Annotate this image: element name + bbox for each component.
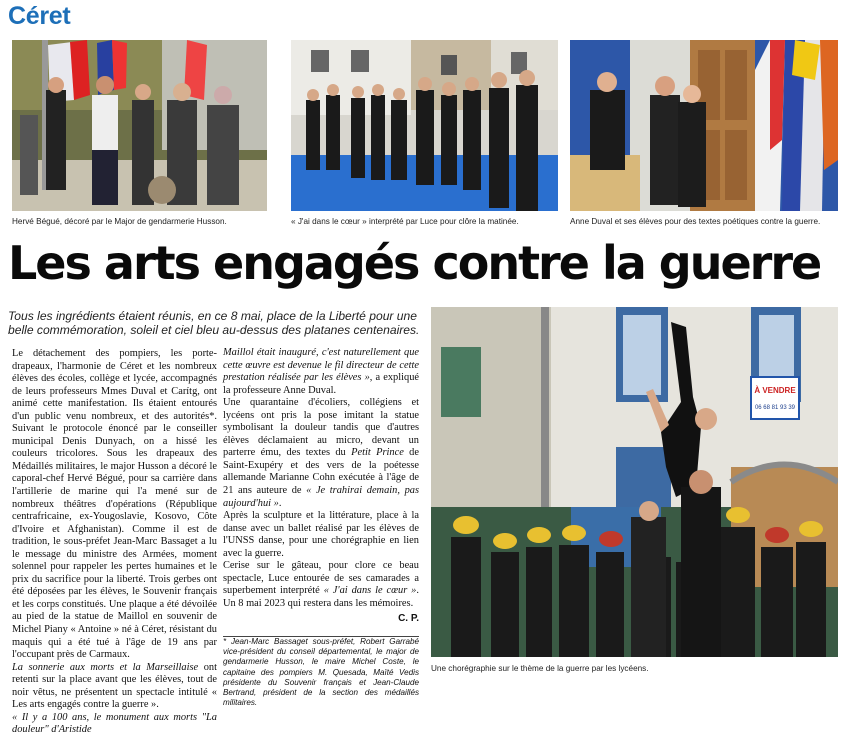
photo-caption: Hervé Bégué, décoré par le Major de gendarmerie Husson. bbox=[12, 217, 227, 226]
paragraph: Cerise sur le gâteau, pour clore ce beau spectacle, Luce entourée de ses camarades a superbement interprété « J'ai dans le cœur ». Un 8 mai 2023 qui restera dans les mémoires. bbox=[223, 560, 419, 609]
article-column-2 bbox=[223, 347, 419, 708]
photo-poetry bbox=[570, 40, 838, 211]
photo-caption: Anne Duval et ses élèves pour des textes poétiques contre la guerre. bbox=[570, 217, 821, 226]
photo-song bbox=[291, 40, 558, 211]
paragraph: « Il y a 100 ans, le monument aux morts "La douleur" d'Aristide bbox=[12, 711, 217, 736]
photo-caption: « J'ai dans le cœur » interprété par Luce pour clôre la matinée. bbox=[291, 217, 519, 226]
photo-decoration bbox=[12, 40, 267, 211]
footnote: * Jean-Marc Bassaget sous-préfet, Robert Garrabé vice-président du conseil départemental, le major de gendarmerie Husson, le maire Michel Coste, le capitaine des pompiers M. Quesada, Maïté Vedis présidente du Souvenir français et Jean-Claude Bertrand, président de la section des médaillés militaires. bbox=[223, 637, 419, 708]
article-column-1 bbox=[12, 348, 217, 737]
sale-sign: À VENDRE bbox=[754, 386, 796, 395]
paragraph: Une quarantaine d'écoliers, collégiens et lycéens ont pris la pose imitant la statue symbolisant la douleur tandis que d'autres élèves déclamaient au micro, devant un parterre ému, des textes du Petit Prince de Saint-Exupéry et des vers de la poétesse allemande Marianne Cohn exécutée à l'âge de 21 ans auteure de « Je trahirai demain, pas aujourd'hui ». bbox=[223, 397, 419, 509]
paragraph: Maillol était inauguré, c'est naturellement que cette œuvre est devenue le fil directeur de cette prestation réalisée par les élèves », a expliqué la professeure Anne Duval. bbox=[223, 347, 420, 396]
paragraph: Le détachement des pompiers, les porte-drapeaux, l'harmonie de Céret et les nombreux élèves des écoles, collège et lycée, accompagnés de leurs professeurs Mmes Duval et Carítg, ont animé cette manifestation. Ils étaient entourés d'un public venu nombreux, et des autorités*. Suivant le protocole énoncé par le conseiller municipal Denis Dunyach, on a hissé les couleurs tricolores. Sous les drapeaux des Médaillés militaires, le major Husson a décoré le caporal-chef Hervé Bégué, pour sa carrière dans l'artillerie de marine qui l'a mené sur de nombreux théâtres d'opérations (République centrafricaine, ex-Yougoslavie, Kosovo, Côte d'Ivoire et Afghanistan). Comme il est de tradition, le sous-préfet Jean-Marc Bassaget a lu le message du ministre des Armées, moment solennel pour rappeler les pertes humaines et le prix du sacrifice pour la liberté. Trois gerbes ont été déposées par les élèves, le Souvenir français et les corps constitués. Une plaque a été dévoilée au pied de la statue de Maillol en souvenir de Michel Piany « Antoine » né à Céret, résistant du maquis qui a été tué à l'âge de 19 ans par l'occupant près de Carmaux. bbox=[12, 348, 217, 661]
photo-dance bbox=[431, 307, 838, 657]
lede: Tous les ingrédients étaient réunis, en ce 8 mai, place de la Liberté pour une belle commémoration, soleil et ciel bleu au-dessus des platanes centenaires. bbox=[8, 309, 420, 337]
photo-caption: Une chorégraphie sur le thème de la guerre par les lycéens. bbox=[431, 664, 649, 673]
headline: Les arts engagés contre la guerre bbox=[8, 236, 821, 290]
paragraph: Après la sculpture et la littérature, place à la danse avec un ballet réalisé par les élèves de l'UNSS danse, pour une chorégraphie en lien avec la guerre. bbox=[223, 510, 419, 559]
sale-sign-phone: 06 68 81 93 39 bbox=[754, 405, 796, 411]
author-signature: C. P. bbox=[398, 613, 419, 625]
section-title: Céret bbox=[8, 2, 71, 30]
paragraph: La sonnerie aux morts et la Marseillaise ont retenti sur la place avant que les élèves, tout de noir vêtus, ne présentent un spectacle intitulé « Les arts engagés contre la guerre ». bbox=[12, 661, 217, 711]
